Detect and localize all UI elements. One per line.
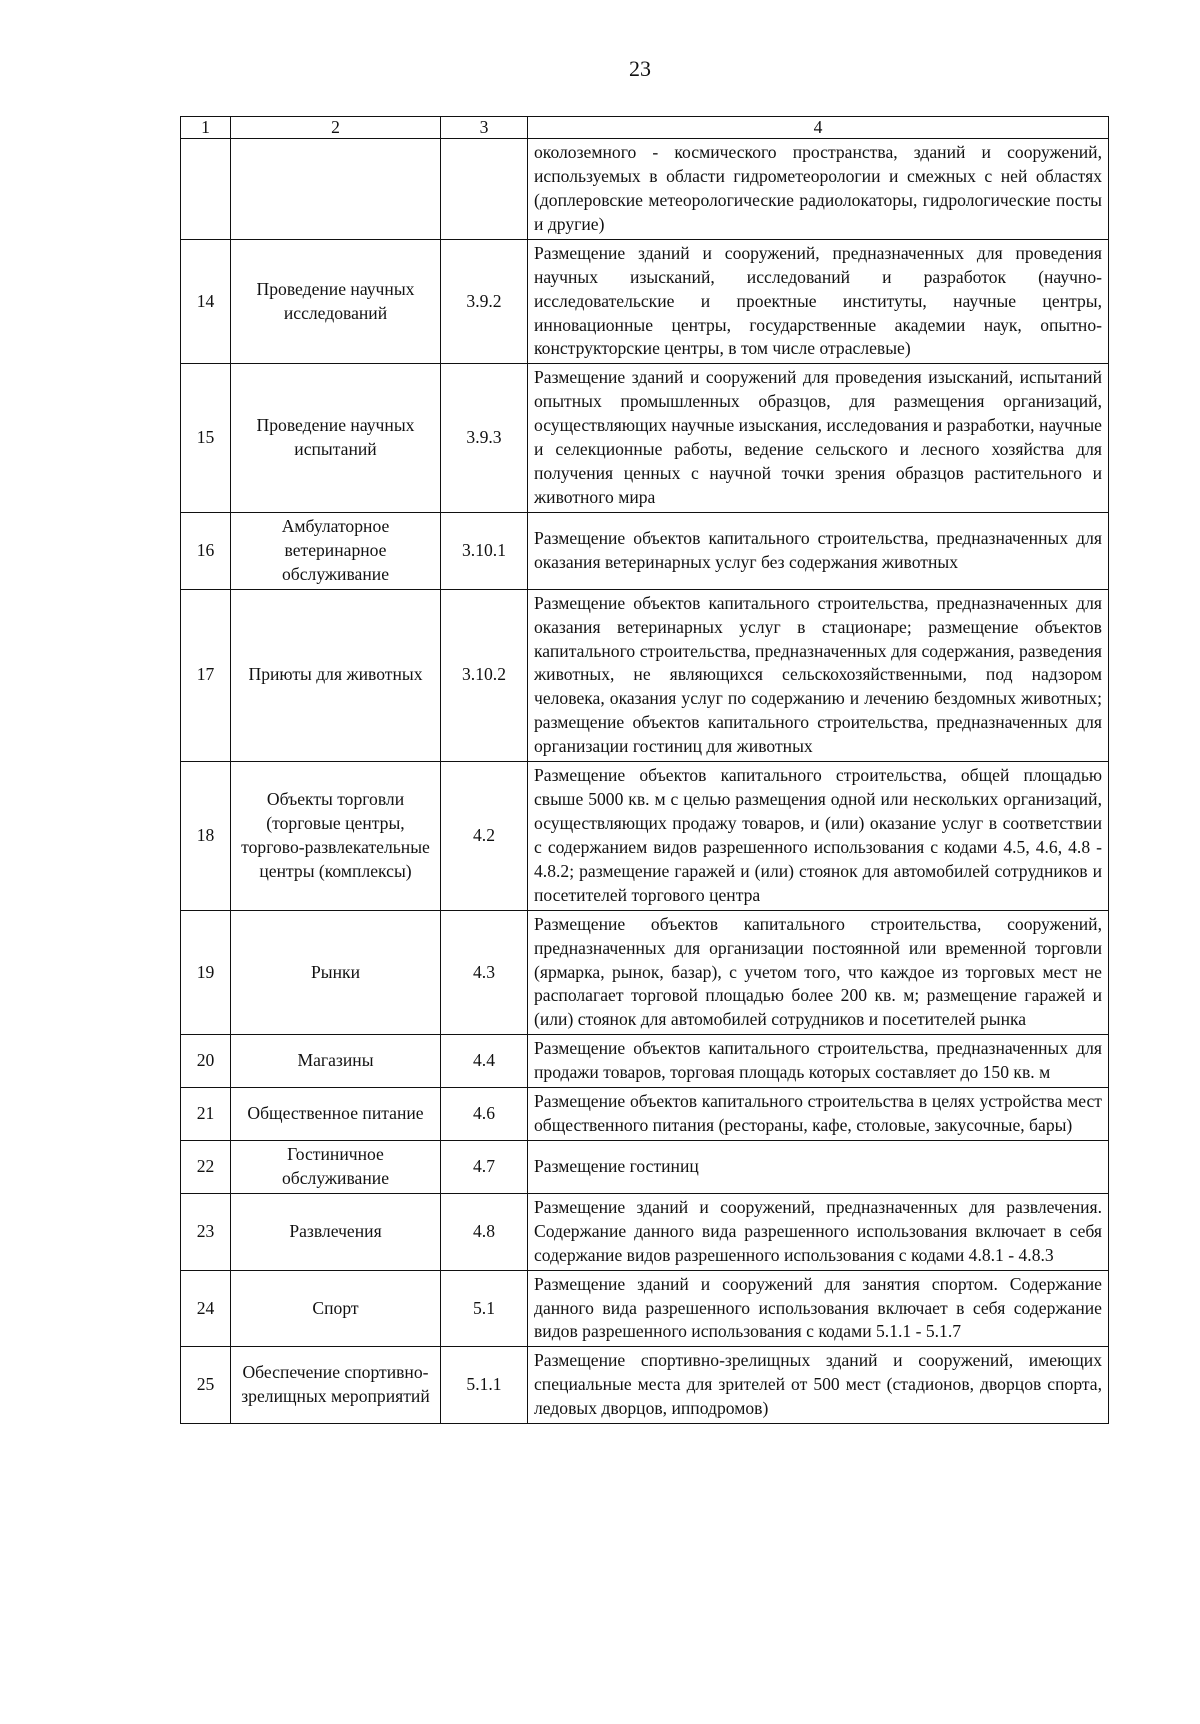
- row-number-cell: 25: [181, 1347, 231, 1424]
- use-description-cell: Размещение объектов капитального строительства, предназначенных для оказания ветеринарных услуг в стационаре; размещение объектов капитального строительства, предназначенных для содержания, разведения животных, не являющихся сельскохозяйственными, под надзором человека, оказания услуг по содержанию и лечению бездомных животных; размещение объектов капитального строительства, предназначенных для организации гостиниц для животных: [528, 589, 1109, 761]
- row-number-cell: 20: [181, 1035, 231, 1088]
- table-row: [181, 364, 1109, 513]
- use-name-cell: Спорт: [231, 1270, 441, 1347]
- use-description-cell: Размещение зданий и сооружений, предназначенных для развлечения. Содержание данного вида разрешенного использования включает в себя содержание видов разрешенного использования с кодами 4.8.1 - 4.8.3: [528, 1193, 1109, 1270]
- header-cell-1: 1: [181, 117, 231, 139]
- use-description-cell: Размещение спортивно-зрелищных зданий и сооружений, имеющих специальные места для зрителей от 500 мест (стадионов, дворцов спорта, ледовых дворцов, ипподромов): [528, 1347, 1109, 1424]
- use-name-cell: Развлечения: [231, 1193, 441, 1270]
- page-number: 23: [629, 56, 651, 81]
- use-name-cell: Проведение научных исследований: [231, 239, 441, 364]
- use-name-cell: Амбулаторное ветеринарное обслуживание: [231, 512, 441, 589]
- use-name-cell: [231, 139, 441, 240]
- table-row: [181, 139, 1109, 240]
- use-description-cell: Размещение зданий и сооружений, предназначенных для проведения научных изысканий, исследований и разработок (научно-исследовательские и проектные институты, научные центры, инновационные центры, государственные академии наук, опытно-конструкторские центры, в том числе отраслевые): [528, 239, 1109, 364]
- table-row: [181, 1088, 1109, 1141]
- use-name-cell: Общественное питание: [231, 1088, 441, 1141]
- use-code-cell: [441, 139, 528, 240]
- use-name-cell: Обеспечение спортивно-зрелищных мероприятий: [231, 1347, 441, 1424]
- use-code-cell: 4.6: [441, 1088, 528, 1141]
- use-name-cell: Проведение научных испытаний: [231, 364, 441, 513]
- use-description-cell: Размещение объектов капитального строительства, общей площадью свыше 5000 кв. м с целью размещения одной или нескольких организаций, осуществляющих продажу товаров, и (или) оказание услуг в соответствии с содержанием видов разрешенного использования с кодами 4.5, 4.6, 4.8 - 4.8.2; размещение гаражей и (или) стоянок для автомобилей сотрудников и посетителей торгового центра: [528, 762, 1109, 911]
- land-use-table: [180, 116, 1109, 1424]
- use-description-cell: Размещение объектов капитального строительства в целях устройства мест общественного питания (рестораны, кафе, столовые, закусочные, бары): [528, 1088, 1109, 1141]
- use-name-cell: Объекты торговли (торговые центры, торгово-развлекательные центры (комплексы): [231, 762, 441, 911]
- use-code-cell: 4.8: [441, 1193, 528, 1270]
- table-row: [181, 512, 1109, 589]
- table-row: [181, 1193, 1109, 1270]
- row-number-cell: 24: [181, 1270, 231, 1347]
- use-code-cell: 5.1.1: [441, 1347, 528, 1424]
- row-number-cell: [181, 139, 231, 240]
- use-code-cell: 4.3: [441, 910, 528, 1035]
- table-row: [181, 910, 1109, 1035]
- use-name-cell: Гостиничное обслуживание: [231, 1140, 441, 1193]
- row-number-cell: 14: [181, 239, 231, 364]
- use-description-cell: Размещение гостиниц: [528, 1140, 1109, 1193]
- use-description-cell: Размещение зданий и сооружений для занятия спортом. Содержание данного вида разрешенного использования включает в себя содержание видов разрешенного использования с кодами 5.1.1 - 5.1.7: [528, 1270, 1109, 1347]
- table-row: [181, 1347, 1109, 1424]
- table-row: [181, 589, 1109, 761]
- header-cell-4: 4: [528, 117, 1109, 139]
- row-number-cell: 17: [181, 589, 231, 761]
- use-code-cell: 4.2: [441, 762, 528, 911]
- table-body: [181, 117, 1109, 1424]
- use-name-cell: Магазины: [231, 1035, 441, 1088]
- table-row: [181, 762, 1109, 911]
- use-description-cell: Размещение объектов капитального строительства, предназначенных для продажи товаров, торговая площадь которых составляет до 150 кв. м: [528, 1035, 1109, 1088]
- use-name-cell: Приюты для животных: [231, 589, 441, 761]
- use-description-cell: Размещение объектов капитального строительства, сооружений, предназначенных для организации постоянной или временной торговли (ярмарка, рынок, базар), с учетом того, что каждое из торговых мест не располагает торговой площадью более 200 кв. м; размещение гаражей и (или) стоянок для автомобилей сотрудников и посетителей рынка: [528, 910, 1109, 1035]
- header-cell-3: 3: [441, 117, 528, 139]
- row-number-cell: 22: [181, 1140, 231, 1193]
- use-code-cell: 4.4: [441, 1035, 528, 1088]
- row-number-cell: 16: [181, 512, 231, 589]
- use-code-cell: 5.1: [441, 1270, 528, 1347]
- use-code-cell: 4.7: [441, 1140, 528, 1193]
- use-name-cell: Рынки: [231, 910, 441, 1035]
- use-code-cell: 3.9.3: [441, 364, 528, 513]
- row-number-cell: 23: [181, 1193, 231, 1270]
- use-code-cell: 3.9.2: [441, 239, 528, 364]
- use-description-cell: Размещение зданий и сооружений для проведения изысканий, испытаний опытных промышленных образцов, для размещения организаций, осуществляющих научные изыскания, исследования и разработки, научные и селекционные работы, ведение сельского и лесного хозяйства для получения ценных с научной точки зрения образцов растительного и животного мира: [528, 364, 1109, 513]
- table-header-row: [181, 117, 1109, 139]
- row-number-cell: 15: [181, 364, 231, 513]
- use-description-cell: Размещение объектов капитального строительства, предназначенных для оказания ветеринарных услуг без содержания животных: [528, 512, 1109, 589]
- table-row: [181, 239, 1109, 364]
- table-row: [181, 1035, 1109, 1088]
- row-number-cell: 18: [181, 762, 231, 911]
- row-number-cell: 19: [181, 910, 231, 1035]
- use-code-cell: 3.10.2: [441, 589, 528, 761]
- table-row: [181, 1140, 1109, 1193]
- header-cell-2: 2: [231, 117, 441, 139]
- table-row: [181, 1270, 1109, 1347]
- use-code-cell: 3.10.1: [441, 512, 528, 589]
- use-description-cell: околоземного - космического пространства, зданий и сооружений, используемых в области гидрометеорологии и смежных с ней областях (доплеровские метеорологические радиолокаторы, гидрологические посты и другие): [528, 139, 1109, 240]
- row-number-cell: 21: [181, 1088, 231, 1141]
